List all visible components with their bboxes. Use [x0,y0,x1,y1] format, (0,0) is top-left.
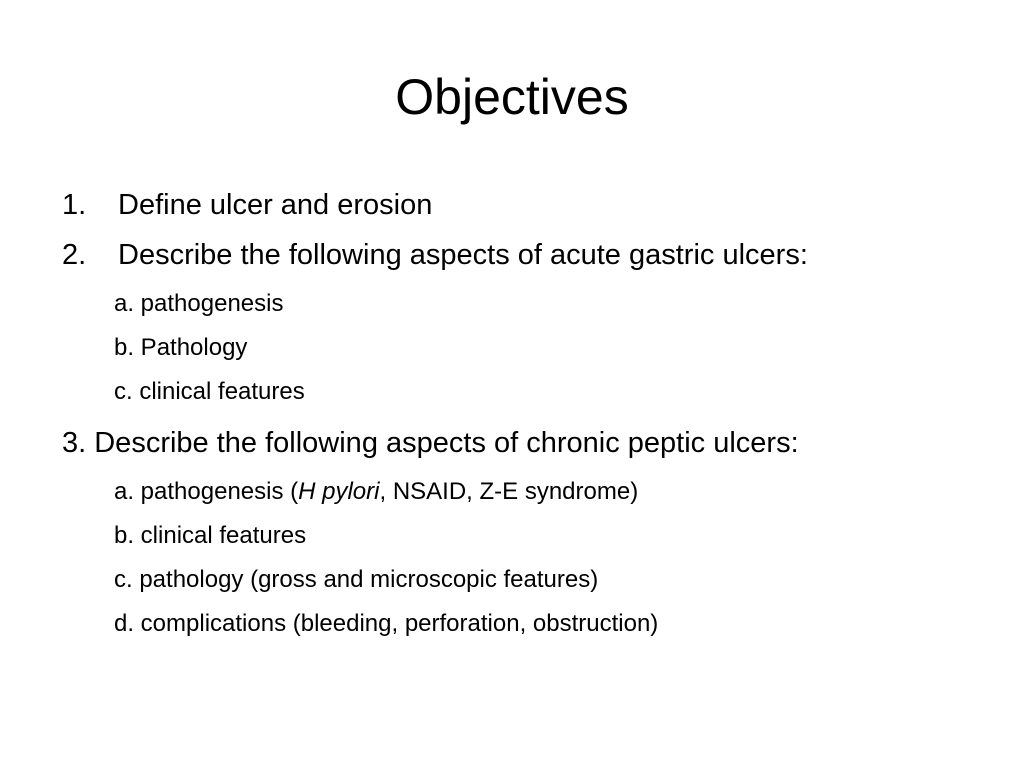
objective-2-subitem-c: c. clinical features [114,378,305,405]
objective-2-subitem-b: b. Pathology [114,334,248,361]
objective-3-subitem-a-italic: H pylori [298,478,380,505]
objectives-list [62,180,982,646]
objective-3-subitem-a [62,470,982,514]
objective-3-subitem-a-suffix: , NSAID, Z-E syndrome) [379,478,639,505]
objective-3-subitem-a-prefix: a. pathogenesis ( [114,478,299,505]
objective-3-subitem-c: c. pathology (gross and microscopic features) [114,566,599,593]
objective-1-text: Define ulcer and erosion [118,189,433,221]
objective-2-text: Describe the following aspects of acute gastric ulcers: [118,239,808,271]
objective-2-subitem-a: a. pathogenesis [114,290,284,317]
objective-3-text: 3. Describe the following aspects of chronic peptic ulcers: [62,427,799,459]
objective-3-subitem-b: b. clinical features [114,522,307,549]
objective-1-number: 1. [62,189,87,221]
slide-title: Objectives [395,69,629,125]
objective-3-subitem-d: d. complications (bleeding, perforation, obstruction) [114,610,659,637]
objective-2-number: 2. [62,239,87,271]
objective-2 [62,230,982,280]
objective-3 [62,418,982,468]
objective-1 [62,180,982,230]
